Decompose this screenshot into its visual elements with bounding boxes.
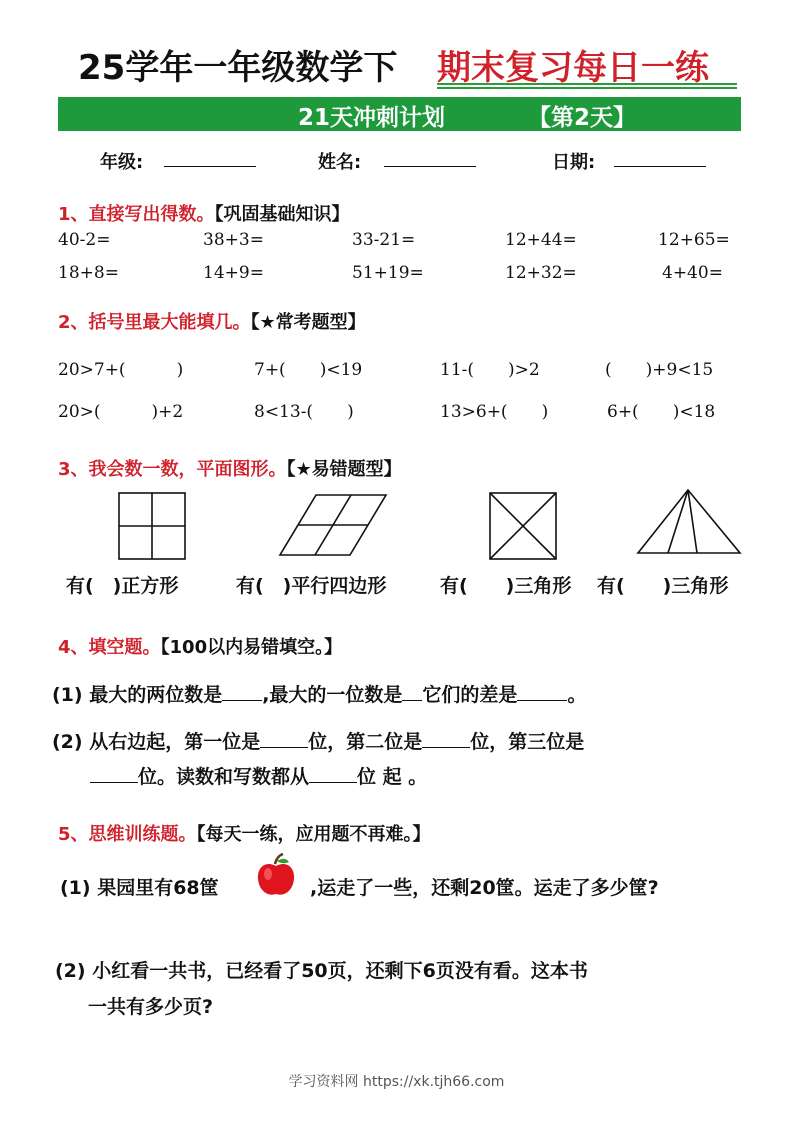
footer-watermark: 学习资料网 https://xk.tjh66.com <box>288 1074 505 1090</box>
title-underline <box>437 83 737 89</box>
date-label: 日期: <box>552 152 596 173</box>
section-1-title: 1、直接写出得数。 <box>58 204 215 225</box>
plan-banner <box>58 97 741 131</box>
compare-item: 20>( )+2 <box>58 402 184 422</box>
fill-question-1: (1) 最大的两位数是 ,最大的一位数是 它们的差是 。 <box>52 684 587 706</box>
section-1-tag: 【巩固基础知识】 <box>214 204 350 225</box>
shape-answer: 有( )平行四边形 <box>236 575 387 597</box>
section-3-title: 3、我会数一数，平面图形。 <box>58 459 287 480</box>
answer-blank[interactable] <box>422 730 470 748</box>
apple-icon <box>255 852 297 898</box>
section-4-tag: 【100以内易错填空。】 <box>160 637 343 658</box>
calc-item: 12+32= <box>505 263 577 283</box>
grade-label: 年级: <box>100 152 144 173</box>
section-5-tag: 【每天一练，应用题不再难。】 <box>196 824 431 845</box>
compare-item: 7+( )<19 <box>254 360 363 380</box>
answer-blank[interactable] <box>260 730 308 748</box>
section-2-heading <box>58 308 366 334</box>
section-4-heading <box>58 633 342 659</box>
calc-item: 33-21= <box>352 230 416 250</box>
compare-item: 11-( )>2 <box>440 360 540 380</box>
word-problem-2-line2: 一共有多少页? <box>88 996 214 1018</box>
section-4-title: 4、填空题。 <box>58 637 161 658</box>
name-label: 姓名: <box>318 152 362 173</box>
section-5-title: 5、思维训练题。 <box>58 824 197 845</box>
name-field[interactable] <box>384 166 476 167</box>
section-1-heading <box>58 200 350 226</box>
triangle-figure <box>638 490 740 553</box>
calc-item: 38+3= <box>203 230 264 250</box>
answer-blank[interactable] <box>517 683 567 701</box>
shape-figures <box>0 485 793 565</box>
answer-blank[interactable] <box>402 683 422 701</box>
answer-blank[interactable] <box>309 765 357 783</box>
compare-item: 13>6+( ) <box>440 402 549 422</box>
fill-question-2-continued: 位。读数和写数都从 位 起 。 <box>90 762 427 789</box>
calc-item: 12+44= <box>505 230 577 250</box>
word-problem-1-start: (1) 果园里有68筐 <box>60 877 219 899</box>
banner-day: 【第2天】 <box>528 105 637 131</box>
compare-item: 8<13-( ) <box>254 402 354 422</box>
calc-item: 12+65= <box>658 230 730 250</box>
parallelogram-figure <box>280 495 386 555</box>
shape-answer: 有( )三角形 <box>440 575 572 597</box>
answer-blank[interactable] <box>222 683 262 701</box>
section-3-heading <box>58 455 402 481</box>
calc-item: 18+8= <box>58 263 119 283</box>
date-field[interactable] <box>614 166 706 167</box>
compare-item: 6+( )<18 <box>607 402 716 422</box>
calc-item: 40-2= <box>58 230 111 250</box>
calc-item: 51+19= <box>352 263 424 283</box>
banner-plan: 21天冲刺计划 <box>298 105 446 131</box>
calc-item: 4+40= <box>662 263 723 283</box>
section-3-tag: 【★易错题型】 <box>286 459 402 480</box>
compare-item: ( )+9<15 <box>605 360 714 380</box>
page-title: 25学年一年级数学下 <box>78 48 398 88</box>
shape-answer: 有( )正方形 <box>66 575 179 597</box>
section-2-title: 2、括号里最大能填几。 <box>58 312 251 333</box>
shape-answer: 有( )三角形 <box>597 575 729 597</box>
word-problem-1-end: ,运走了一些，还剩20筐。运走了多少筐? <box>310 877 659 899</box>
crossed-square-figure <box>490 493 556 559</box>
word-problem-2-line1: (2) 小红看一共书，已经看了50页，还剩下6页没有看。这本书 <box>55 960 588 982</box>
compare-item: 20>7+( ) <box>58 360 184 380</box>
section-5-heading <box>58 820 431 846</box>
square-grid-figure <box>119 493 185 559</box>
section-2-tag: 【★常考题型】 <box>250 312 366 333</box>
grade-field[interactable] <box>164 166 256 167</box>
answer-blank[interactable] <box>90 765 138 783</box>
fill-question-2: (2) 从右边起，第一位是 位，第二位是 位，第三位是 <box>52 731 585 753</box>
page-title-highlight: 期末复习每日一练 <box>437 48 709 88</box>
calc-item: 14+9= <box>203 263 264 283</box>
